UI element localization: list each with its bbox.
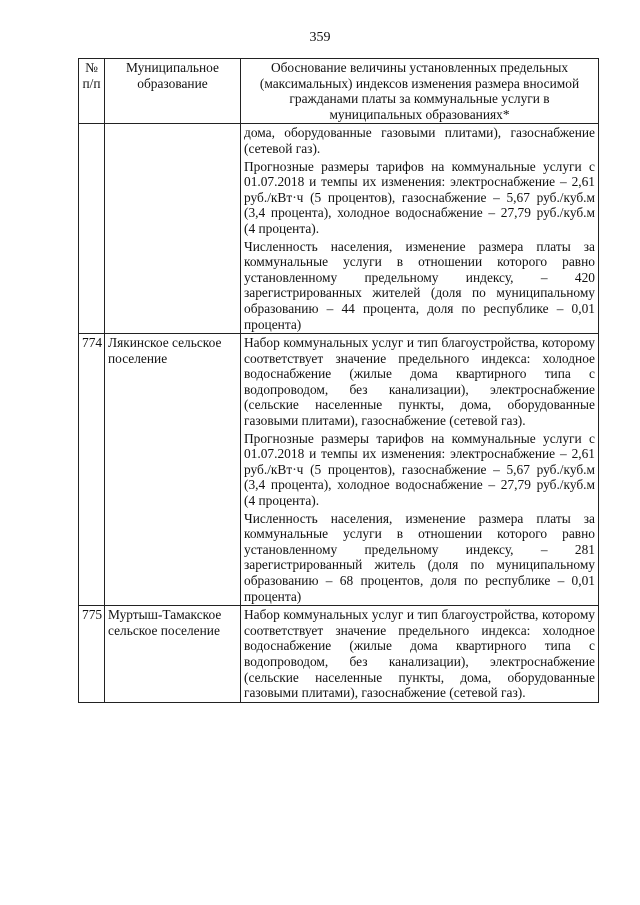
tariff-table	[78, 58, 599, 703]
table-row	[79, 606, 599, 703]
table-header-row	[79, 59, 599, 124]
justification-paragraph: Набор коммунальных услуг и тип благоустройства, которому соответствует значение предельного индекса: холодное водоснабжение (жилые дома квартирного типа с водопроводом, без канализации), электроснабжение (сельские населенные пункты, дома, оборудованные газовыми плитами), газоснабжение (сетевой газ).	[244, 607, 595, 701]
row-municipality	[105, 124, 241, 334]
row-municipality: Муртыш-Тамакское сельское поселение	[105, 606, 241, 703]
justification-paragraph: Набор коммунальных услуг и тип благоустройства, которому соответствует значение предельного индекса: холодное водоснабжение (жилые дома квартирного типа с водопроводом, без канализации), электроснабжение (сельские населенные пункты, дома, оборудованные газовыми плитами), газоснабжение (сетевой газ).	[244, 335, 595, 429]
justification-paragraph: Численность населения, изменение размера платы за коммунальные услуги в отношении которого равно установленному предельному индексу, – 420 зарегистрированных жителей (доля по муниципальному образованию – 44 процента, доля по республике – 0,01 процента)	[244, 238, 595, 332]
row-number: 774	[79, 334, 105, 606]
justification-paragraph: дома, оборудованные газовыми плитами), газоснабжение (сетевой газ).	[244, 125, 595, 156]
header-number: № п/п	[79, 59, 105, 124]
header-justification: Обоснование величины установленных предельных (максимальных) индексов изменения размера вносимой гражданами платы за коммунальные услуги в муниципальных образованиях*	[241, 59, 599, 124]
row-justification	[241, 124, 599, 334]
header-municipality: Муниципальное образование	[105, 59, 241, 124]
row-justification	[241, 606, 599, 703]
table-row	[79, 334, 599, 606]
table-row	[79, 124, 599, 334]
row-municipality: Лякинское сельское поселение	[105, 334, 241, 606]
row-number	[79, 124, 105, 334]
row-justification	[241, 334, 599, 606]
row-number: 775	[79, 606, 105, 703]
justification-paragraph: Прогнозные размеры тарифов на коммунальные услуги с 01.07.2018 и темпы их изменения: электроснабжение – 2,61 руб./кВт·ч (5 процентов), газоснабжение – 5,67 руб./куб.м (3,4 процента), холодное водоснабжение – 27,79 руб./куб.м (4 процента).	[244, 158, 595, 236]
page-number: 359	[309, 30, 331, 45]
justification-paragraph: Численность населения, изменение размера платы за коммунальные услуги в отношении которого равно установленному предельному индексу, – 281 зарегистрированный житель (доля по муниципальному образованию – 68 процентов, доля по республике – 0,01 процента)	[244, 510, 595, 604]
justification-paragraph: Прогнозные размеры тарифов на коммунальные услуги с 01.07.2018 и темпы их изменения: электроснабжение – 2,61 руб./кВт·ч (5 процентов), газоснабжение – 5,67 руб./куб.м (3,4 процента), холодное водоснабжение – 27,79 руб./куб.м (4 процента).	[244, 430, 595, 509]
